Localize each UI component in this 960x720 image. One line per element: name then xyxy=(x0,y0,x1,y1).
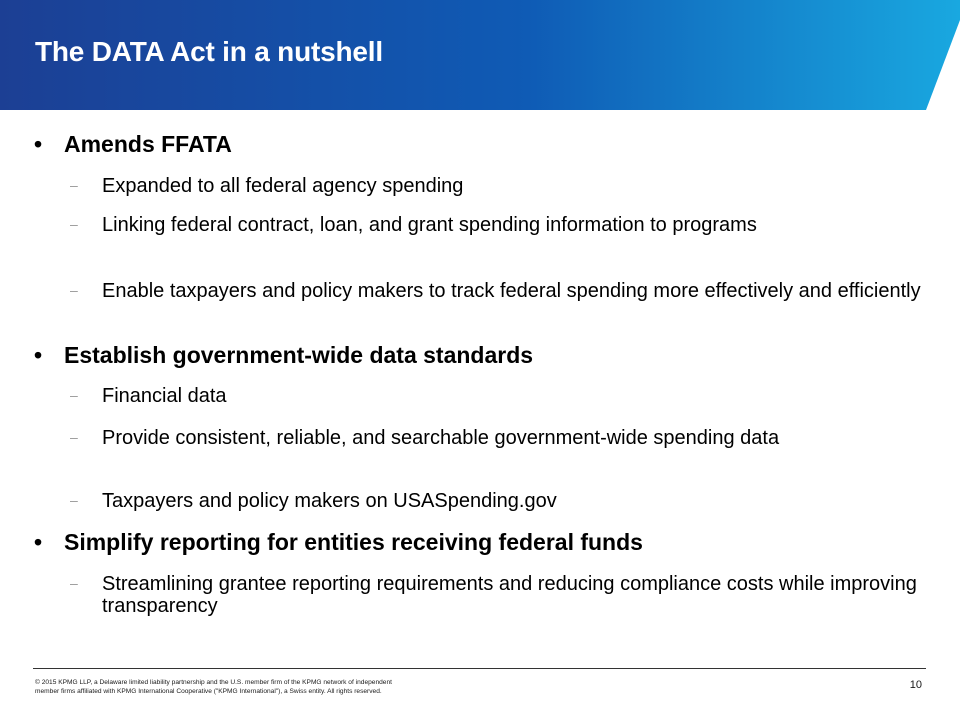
sub-bullet-text: Expanded to all federal agency spending xyxy=(102,175,464,197)
bullet-dot: • xyxy=(34,342,43,368)
copyright-line: member firms affiliated with KPMG International Cooperative ("KPMG International"), a Swiss entity. All rights reserved. xyxy=(35,688,382,695)
footer-divider xyxy=(33,668,926,669)
dash-marker: – xyxy=(70,575,78,591)
sub-bullet xyxy=(70,573,922,617)
sub-bullet-text: Provide consistent, reliable, and searchable government-wide spending data xyxy=(102,427,780,449)
sub-bullet xyxy=(70,280,922,302)
title-banner xyxy=(0,0,960,110)
bullet-heading-text: Simplify reporting for entities receiving federal funds xyxy=(64,529,643,555)
copyright-line: © 2015 KPMG LLP, a Delaware limited liability partnership and the U.S. member firm of the KPMG network of independent xyxy=(35,679,392,686)
copyright-notice xyxy=(35,678,495,696)
sub-bullet-text: Enable taxpayers and policy makers to track federal spending more effectively and efficiently xyxy=(102,280,921,302)
dash-marker: – xyxy=(70,429,78,445)
sub-bullet-text: Taxpayers and policy makers on USASpending.gov xyxy=(102,490,557,512)
sub-bullet-text: Financial data xyxy=(102,385,227,407)
bullet-heading-text: Amends FFATA xyxy=(64,131,232,157)
sub-bullet xyxy=(70,490,922,512)
dash-marker: – xyxy=(70,177,78,193)
bullet-heading xyxy=(34,131,924,157)
sub-bullet xyxy=(70,214,922,236)
sub-bullet xyxy=(70,175,922,197)
dash-marker: – xyxy=(70,492,78,508)
bullet-heading xyxy=(34,342,924,368)
bullet-dot: • xyxy=(34,529,43,555)
dash-marker: – xyxy=(70,387,78,403)
dash-marker: – xyxy=(70,282,78,298)
sub-bullet xyxy=(70,427,922,449)
bullet-heading-text: Establish government-wide data standards xyxy=(64,342,534,368)
slide-title: The DATA Act in a nutshell xyxy=(35,36,383,67)
dash-marker: – xyxy=(70,216,78,232)
bullet-heading xyxy=(34,529,924,555)
sub-bullet xyxy=(70,385,922,407)
sub-bullet-text: Streamlining grantee reporting requirements and reducing compliance costs while improving transparency xyxy=(102,573,917,617)
sub-bullet-text: Linking federal contract, loan, and grant spending information to programs xyxy=(102,214,757,236)
page-number: 10 xyxy=(909,679,922,691)
bullet-dot: • xyxy=(34,131,43,157)
